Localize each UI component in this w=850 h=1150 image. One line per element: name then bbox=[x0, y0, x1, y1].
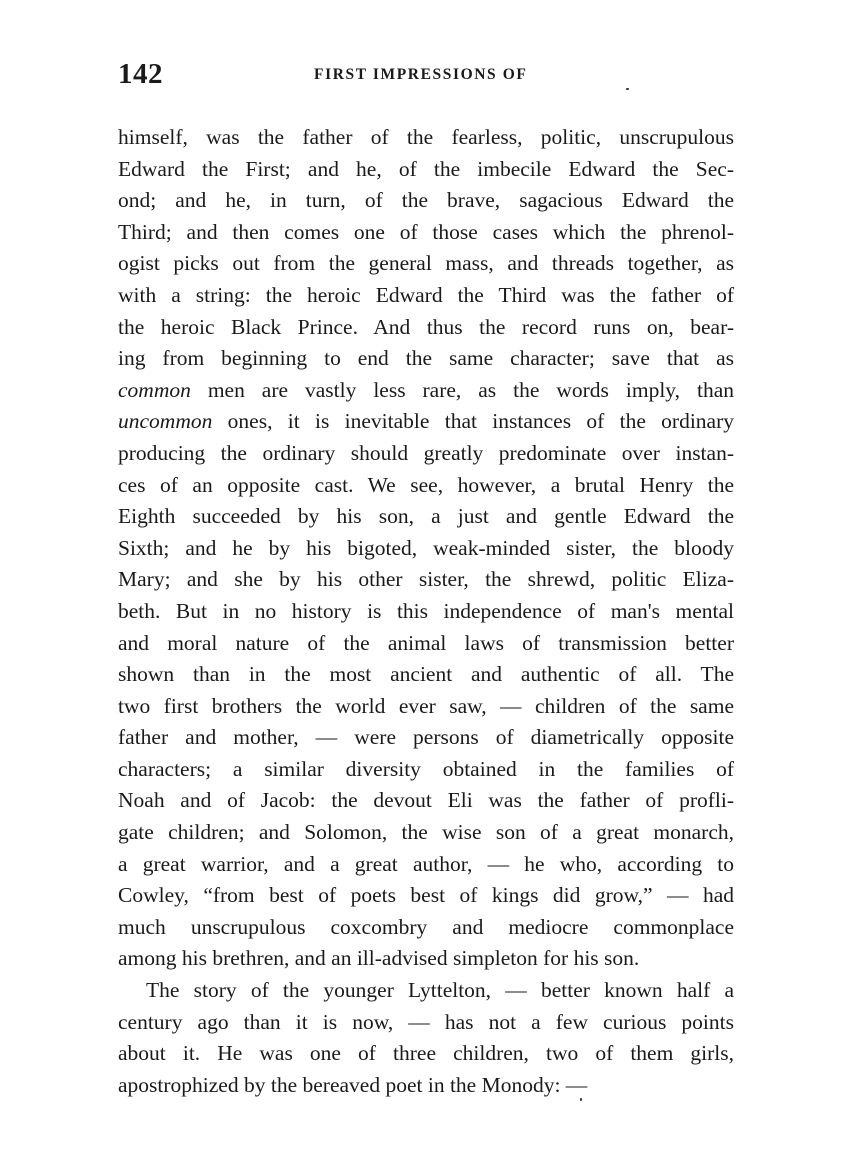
body-text bbox=[118, 122, 734, 1101]
text-line: a great warrior, and a great author, — he who, according to bbox=[118, 851, 734, 876]
text-line: ces of an opposite cast. We see, however, a brutal Henry the bbox=[118, 472, 734, 497]
text-line: producing the ordinary should greatly predominate over instan- bbox=[118, 440, 734, 465]
text-line: beth. But in no history is this independence of man's mental bbox=[118, 598, 734, 623]
text-line: ogist picks out from the general mass, and threads together, as bbox=[118, 251, 734, 276]
text-line: Third; and then comes one of those cases which the phrenol- bbox=[118, 219, 734, 244]
italic-word: uncommon bbox=[118, 409, 213, 434]
text-line: much unscrupulous coxcombry and mediocre commonplace bbox=[118, 914, 734, 939]
text-line: Mary; and she by his other sister, the shrewd, politic Eliza- bbox=[118, 567, 734, 592]
text-line: and moral nature of the animal laws of transmission better bbox=[118, 630, 734, 655]
text-line: The story of the younger Lyttelton, — better known half a bbox=[146, 978, 734, 1003]
text-line: Noah and of Jacob: the devout Eli was the father of profli- bbox=[118, 788, 734, 813]
text-line: among his brethren, and an ill-advised simpleton for his son. bbox=[118, 946, 640, 971]
print-speck bbox=[626, 88, 629, 90]
text-line: ing from beginning to end the same character; save that as bbox=[118, 346, 734, 371]
text-line: Edward the First; and he, of the imbecile Edward the Sec- bbox=[118, 156, 734, 181]
text-line: apostrophized by the bereaved poet in the Monody: — bbox=[118, 1072, 588, 1097]
paragraph-1 bbox=[118, 122, 734, 975]
line-remainder: men are vastly less rare, as the words imply, than bbox=[190, 377, 734, 402]
text-line: century ago than it is now, — has not a few curious points bbox=[118, 1009, 734, 1034]
text-line: shown than in the most ancient and authentic of all. The bbox=[118, 662, 734, 687]
text-line: Cowley, “from best of poets best of kings did grow,” — had bbox=[118, 883, 734, 908]
italic-word: common bbox=[118, 377, 191, 402]
running-head bbox=[118, 58, 738, 94]
text-line: Eighth succeeded by his son, a just and gentle Edward the bbox=[118, 504, 734, 529]
text-line bbox=[118, 375, 734, 407]
paragraph-2 bbox=[118, 975, 734, 1101]
text-line: the heroic Black Prince. And thus the record runs on, bear- bbox=[118, 314, 734, 339]
text-line: two first brothers the world ever saw, — children of the same bbox=[118, 693, 734, 718]
text-line: with a string: the heroic Edward the Third was the father of bbox=[118, 282, 734, 307]
text-line: about it. He was one of three children, two of them girls, bbox=[118, 1041, 734, 1066]
text-line: ond; and he, in turn, of the brave, sagacious Edward the bbox=[118, 188, 734, 213]
page-number: 142 bbox=[118, 58, 163, 90]
text-line: gate children; and Solomon, the wise son of a great monarch, bbox=[118, 820, 734, 845]
text-line: himself, was the father of the fearless, politic, unscrupulous bbox=[118, 125, 734, 149]
text-line: father and mother, — were persons of diametrically opposite bbox=[118, 725, 734, 750]
text-line: characters; a similar diversity obtained in the families of bbox=[118, 756, 734, 781]
text-line: Sixth; and he by his bigoted, weak-minded sister, the bloody bbox=[118, 535, 734, 560]
text-line bbox=[118, 406, 734, 438]
running-title: FIRST IMPRESSIONS OF bbox=[314, 66, 528, 83]
line-remainder: ones, it is inevitable that instances of the ordinary bbox=[212, 409, 734, 434]
